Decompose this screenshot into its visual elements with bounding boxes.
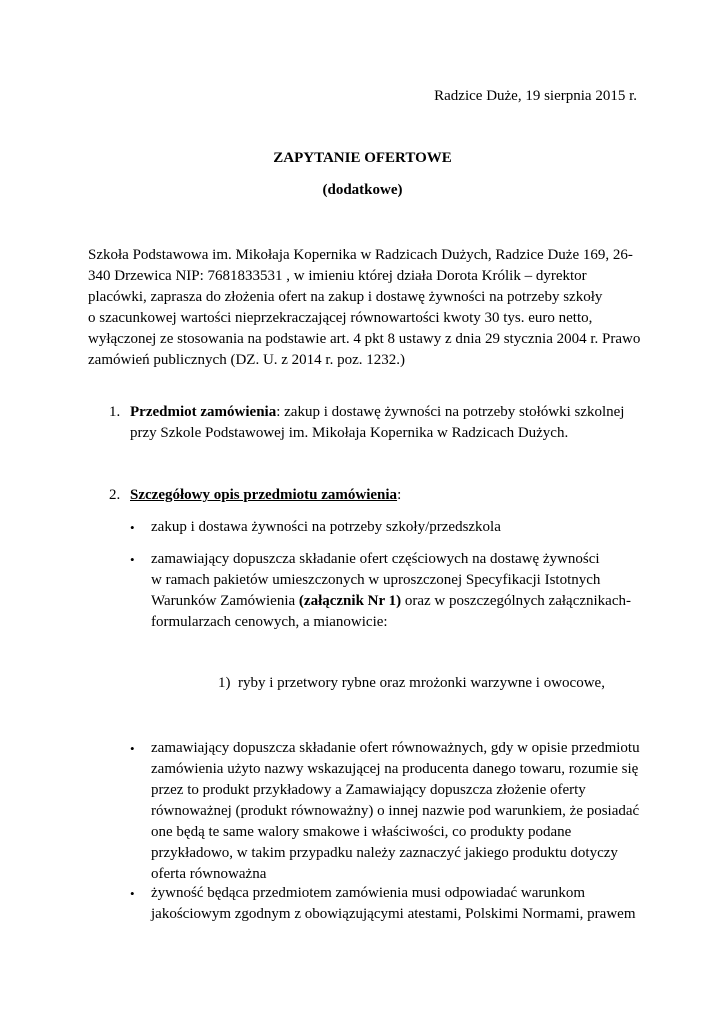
intro-paragraph xyxy=(88,245,640,371)
attachment-reference: (załącznik Nr 1) xyxy=(298,593,402,609)
bullet-3-line: zamówienia użyto nazwy wskazującej na producenta danego towaru, rozumie się xyxy=(151,761,639,777)
bullet-2-line-3-post: oraz w poszczególnych załącznikach- xyxy=(401,593,631,609)
bullet-2-body xyxy=(151,549,631,633)
bullet-4-line: żywność będąca przedmiotem zamówienia musi odpowiadać warunkom xyxy=(151,885,586,901)
sub-item-1 xyxy=(218,673,605,694)
bullet-2-line: zamawiający dopuszcza składanie ofert częściowych na dostawę żywności xyxy=(151,551,600,567)
section-2-heading: Szczegółowy opis przedmiotu zamówienia xyxy=(130,487,398,503)
bullet-4-body xyxy=(151,883,635,925)
bullet-icon: • xyxy=(130,741,135,756)
sub-item-1-number: 1) xyxy=(218,675,231,691)
bullet-3-line: równoważnej (produkt równoważny) o innej nazwie pod warunkiem, że posiadać xyxy=(151,803,640,819)
intro-line: zamówień publicznych (DZ. U. z 2014 r. poz. 1232.) xyxy=(88,352,405,368)
section-2-body xyxy=(130,485,401,506)
section-1-line-1 xyxy=(130,402,624,423)
section-1-line-2: przy Szkole Podstawowej im. Mikołaja Kopernika w Radzicach Dużych. xyxy=(130,425,569,441)
section-1-number: 1. xyxy=(109,404,121,420)
intro-line: wyłączonej ze stosowania na podstawie art. 4 pkt 8 ustawy z dnia 29 stycznia 2004 r. Prawo xyxy=(88,331,641,347)
bullet-2-line: w ramach pakietów umieszczonych w uproszczonej Specyfikacji Istotnych xyxy=(151,572,601,588)
section-1-text: : zakup i dostawę żywności na potrzeby stołówki szkolnej xyxy=(276,404,625,420)
bullet-2-line: formularzach cenowych, a mianowicie: xyxy=(151,614,388,630)
place-date: Radzice Duże, 19 sierpnia 2015 r. xyxy=(434,88,637,104)
section-2-heading-suffix: : xyxy=(397,487,402,503)
section-2 xyxy=(109,485,401,506)
bullet-1-body xyxy=(151,517,501,538)
document-title: ZAPYTANIE OFERTOWE xyxy=(273,150,452,166)
bullet-3-line: oferta równoważna xyxy=(151,866,267,882)
bullet-3-line: zamawiający dopuszcza składanie ofert równoważnych, gdy w opisie przedmiotu xyxy=(151,740,640,756)
intro-line: o szacunkowej wartości nieprzekraczającej równowartości kwoty 30 tys. euro netto, xyxy=(88,310,593,326)
bullet-4-line: jakościowym zgodnym z obowiązującymi atestami, Polskimi Normami, prawem xyxy=(151,906,636,922)
bullet-3-body xyxy=(151,738,640,885)
intro-line: placówki, zaprasza do złożenia ofert na zakup i dostawę żywności na potrzeby szkoły xyxy=(88,289,603,305)
bullet-3-line: one będą te same walory smakowe i właściwości, co produkty podane xyxy=(151,824,572,840)
document-subtitle: (dodatkowe) xyxy=(322,182,403,198)
bullet-icon: • xyxy=(130,552,135,567)
intro-line: 340 Drzewica NIP: 7681833531 , w imieniu której działa Dorota Królik – dyrektor xyxy=(88,268,587,284)
bullet-icon: • xyxy=(130,886,135,901)
bullet-2-line xyxy=(151,591,631,612)
bullet-icon: • xyxy=(130,520,135,535)
section-1-body xyxy=(130,402,624,444)
section-2-heading-line xyxy=(130,485,401,506)
bullet-3-line: przykładowo, w takim przypadku należy zaznaczyć jakiego produktu dotyczy xyxy=(151,845,618,861)
section-2-number: 2. xyxy=(109,487,121,503)
bullet-2-line-3-pre: Warunków Zamówienia xyxy=(151,593,299,609)
bullet-3-line: przez to produkt przykładowy a Zamawiający dopuszcza złożenie oferty xyxy=(151,782,586,798)
bullet-1-line: zakup i dostawa żywności na potrzeby szkoły/przedszkola xyxy=(151,519,501,535)
intro-line: Szkoła Podstawowa im. Mikołaja Kopernika w Radzicach Dużych, Radzice Duże 169, 26- xyxy=(88,247,633,263)
section-1-heading: Przedmiot zamówienia xyxy=(130,404,277,420)
section-1 xyxy=(109,402,624,444)
sub-item-1-text: ryby i przetwory rybne oraz mrożonki warzywne i owocowe, xyxy=(238,675,605,691)
